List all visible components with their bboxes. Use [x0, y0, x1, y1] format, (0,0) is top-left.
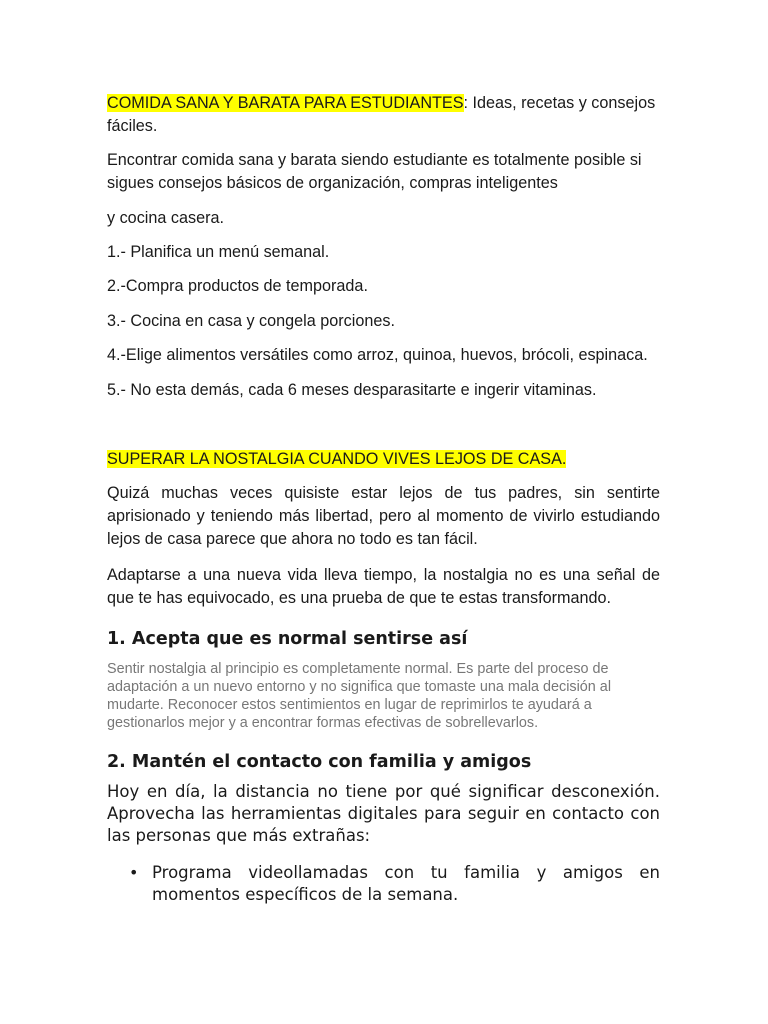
list-item: 2.-Compra productos de temporada.	[107, 277, 368, 295]
section2-paragraph-2: Adaptarse a una nueva vida lleva tiempo, la nostalgia no es una señal de que te has equivocado, es una prueba de que te estas transformando.	[107, 566, 660, 607]
section1-intro-continuation: y cocina casera.	[107, 209, 224, 227]
heading-accept: 1. Acepta que es normal sentirse así	[107, 629, 468, 649]
section1-title-highlight: COMIDA SANA Y BARATA PARA ESTUDIANTES	[107, 94, 464, 112]
list-item: 5.- No esta demás, cada 6 meses desparasitarte e ingerir vitaminas.	[107, 381, 597, 399]
section2-title-highlight: SUPERAR LA NOSTALGIA CUANDO VIVES LEJOS DE CASA.	[107, 450, 567, 468]
list-item: 4.-Elige alimentos versátiles como arroz, quinoa, huevos, brócoli, espinaca.	[107, 346, 648, 364]
section1-intro: Encontrar comida sana y barata siendo estudiante es totalmente posible si sigues consejos básicos de organización, compras inteligentes	[107, 151, 642, 192]
section1-title-paragraph	[107, 92, 660, 138]
heading-contact: 2. Mantén el contacto con familia y amigos	[107, 752, 532, 772]
bullet-icon: •	[129, 863, 139, 882]
heading-accept-text: Sentir nostalgia al principio es completamente normal. Es parte del proceso de adaptación a un nuevo entorno y no significa que tomaste una mala decisión al mudarte. Reconocer estos sentimientos en lugar de reprimirlos te ayudará a gestionarlos mejor y a encontrar formas efectivas de sobrellevarlos.	[107, 661, 612, 731]
section2-title-paragraph	[107, 448, 660, 471]
bullet-text: Programa videollamadas con tu familia y amigos en momentos específicos de la semana.	[152, 863, 660, 904]
section2-paragraph-1: Quizá muchas veces quisiste estar lejos de tus padres, sin sentirte aprisionado y teniendo más libertad, pero al momento de vivirlo estudiando lejos de casa parece que ahora no todo es tan fácil.	[107, 484, 660, 548]
list-item: 1.- Planifica un menú semanal.	[107, 243, 330, 261]
heading-contact-text: Hoy en día, la distancia no tiene por qué significar desconexión. Aprovecha las herramientas digitales para seguir en contacto con las personas que más extrañas:	[107, 782, 660, 845]
section1-title-suffix: : Ideas, recetas y consejos fáciles.	[107, 94, 656, 135]
list-item: 3.- Cocina en casa y congela porciones.	[107, 312, 395, 330]
